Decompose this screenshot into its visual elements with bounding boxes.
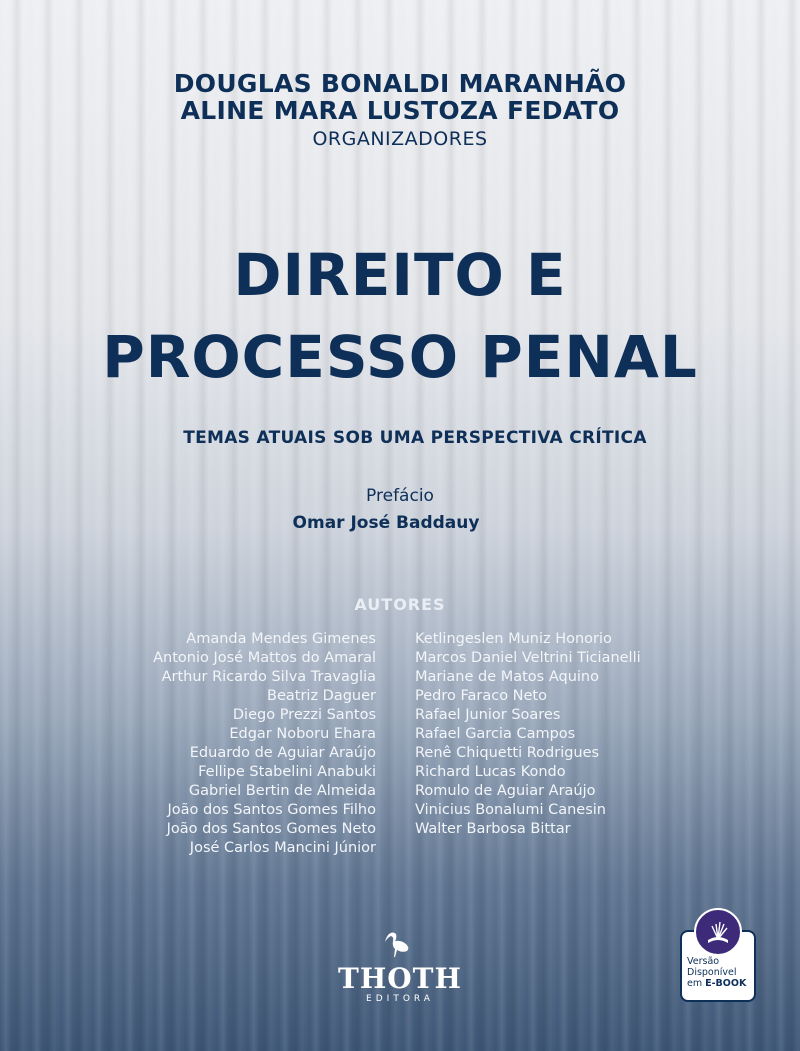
organizer-2: ALINE MARA LUSTOZA FEDATO <box>180 96 620 125</box>
author-name: João dos Santos Gomes Filho <box>167 802 376 818</box>
author-name: Rafael Junior Soares <box>415 707 561 723</box>
author-name: Walter Barbosa Bittar <box>415 821 571 837</box>
author-name: Arthur Ricardo Silva Travaglia <box>161 669 376 685</box>
authors-left-column <box>76 630 376 858</box>
author-name: Amanda Mendes Gimenes <box>186 631 376 647</box>
authors-right-column <box>415 630 715 839</box>
author-name: Fellipe Stabelini Anabuki <box>198 764 376 780</box>
author-name: Beatriz Daguer <box>267 688 376 704</box>
author-name: Renê Chiquetti Rodrigues <box>415 745 600 761</box>
ibis-bird-icon <box>383 930 417 960</box>
ebook-line-1: Versão <box>687 956 720 967</box>
title-line-1: DIREITO E <box>233 241 567 309</box>
author-name: Vinicius Bonalumi Canesin <box>415 802 606 818</box>
ebook-circle <box>694 908 742 956</box>
publisher-subtitle: EDITORA <box>366 994 434 1004</box>
publisher-name: THOTH <box>338 962 462 995</box>
subtitle: TEMAS ATUAIS SOB UMA PERSPECTIVA CRÍTICA <box>183 428 647 448</box>
author-name: Pedro Faraco Neto <box>415 688 547 704</box>
author-name: Marcos Daniel Veltrini Ticianelli <box>415 650 641 666</box>
ebook-line-3: em E-BOOK <box>687 978 747 989</box>
authors-label: AUTORES <box>354 595 446 614</box>
preface-name: Omar José Baddauy <box>292 513 480 533</box>
author-name: Richard Lucas Kondo <box>415 764 566 780</box>
ebook-line-2: Disponível <box>687 967 737 978</box>
author-name: Mariane de Matos Aquino <box>415 669 599 685</box>
author-name: Rafael Garcia Campos <box>415 726 576 742</box>
open-book-icon <box>696 910 740 954</box>
author-name: Romulo de Aguiar Araújo <box>415 783 596 799</box>
author-name: Antonio José Mattos do Amaral <box>153 650 376 666</box>
author-name: Diego Prezzi Santos <box>232 707 376 723</box>
title-line-2: PROCESSO PENAL <box>102 323 698 391</box>
publisher-logo <box>320 930 480 1004</box>
author-name: Eduardo de Aguiar Araújo <box>189 745 376 761</box>
organizer-1: DOUGLAS BONALDI MARANHÃO <box>173 69 627 98</box>
organizers-label: ORGANIZADORES <box>312 128 488 150</box>
author-name: Gabriel Bertin de Almeida <box>188 783 376 799</box>
author-name: José Carlos Mancini Júnior <box>189 840 376 856</box>
author-name: Ketlingeslen Muniz Honorio <box>415 631 612 647</box>
author-name: Edgar Noboru Ehara <box>229 726 376 742</box>
preface-label: Prefácio <box>366 486 434 506</box>
author-name: João dos Santos Gomes Neto <box>166 821 376 837</box>
